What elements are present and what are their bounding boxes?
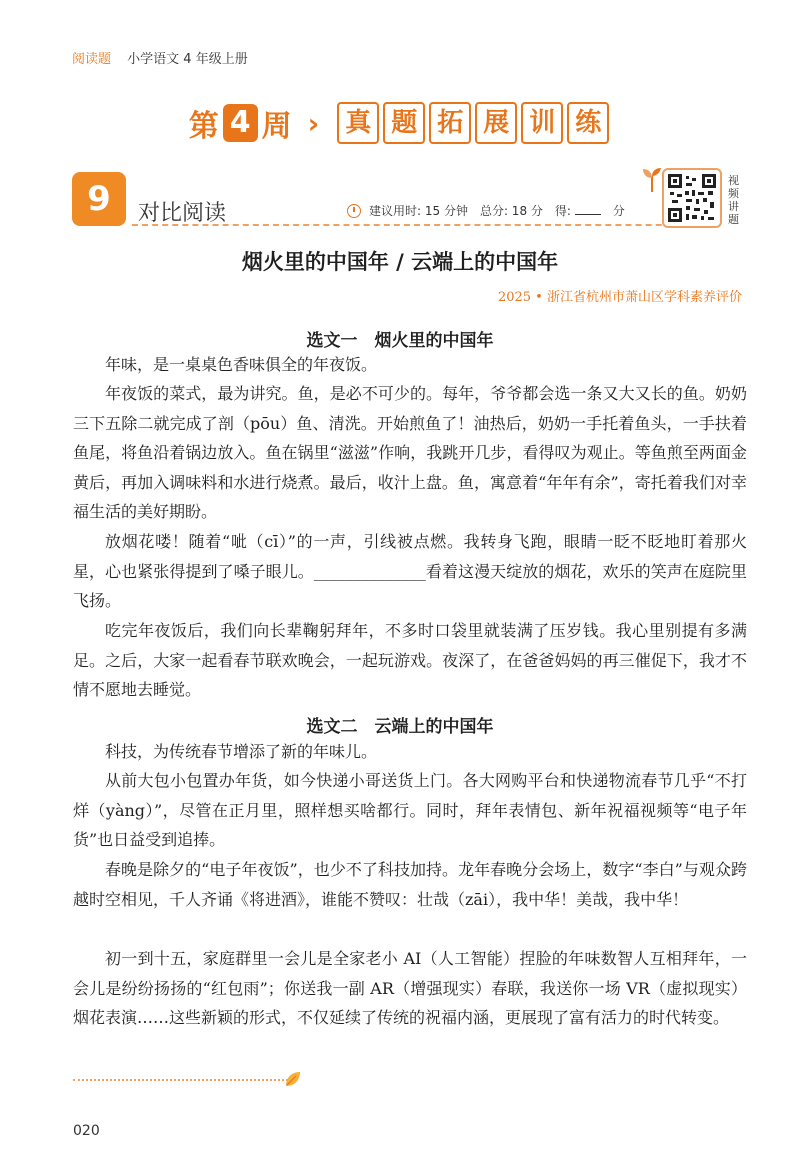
section-number: 9 — [72, 172, 126, 226]
video-label: 视频讲题 — [728, 174, 739, 226]
passage2-heading: 选文二 云端上的中国年 — [306, 717, 494, 737]
category-tag: 阅读题 — [72, 52, 112, 67]
score-unit: 分 — [612, 204, 625, 218]
chevron-right-icon: › — [307, 106, 320, 140]
week-banner — [0, 96, 800, 150]
section-bar — [72, 172, 722, 232]
article-title: 烟火里的中国年 / 云端上的中国年 — [241, 250, 559, 274]
banner-char: 拓 — [429, 102, 471, 144]
clock-icon — [347, 204, 361, 218]
leaf-icon — [284, 1070, 302, 1088]
banner-char: 训 — [521, 102, 563, 144]
sprout-icon — [640, 166, 664, 192]
passage1-paragraph: 放烟花喽！随着“呲（cī）”的一声，引线被点燃。我转身飞跑，眼睛一眨不眨地盯着那火星，心也紧张得提到了嗓子眼儿。______________看着这漫天绽放的烟花，欢乐的笑声在庭院里飞扬。 — [73, 532, 747, 610]
week-suffix: 周 — [261, 109, 292, 144]
banner-char: 练 — [567, 102, 609, 144]
qr-code-icon — [668, 174, 716, 222]
passage1-heading: 选文一 烟火里的中国年 — [306, 331, 494, 351]
section-divider — [132, 224, 702, 226]
banner-char: 真 — [337, 102, 379, 144]
week-number: 4 — [223, 104, 258, 142]
passage2-paragraph: 春晚是除夕的“电子年夜饭”，也少不了科技加持。龙年春晚分会场上，数字“李白”与观众跨越时空相见，千人齐诵《将进酒》，谁能不赞叹：壮哉（zāi），我中华！美哉，我中华！ — [73, 860, 747, 909]
footer-divider — [73, 1079, 288, 1081]
passage1-paragraph: 年味，是一桌桌色香味俱全的年夜饭。 — [105, 355, 378, 374]
total-score: 总分: 18 分 — [479, 204, 543, 218]
score-label: 得: — [554, 204, 575, 218]
score-blank[interactable] — [575, 214, 601, 215]
week-prefix: 第 — [188, 109, 219, 144]
suggested-time: 建议用时: 15 分钟 — [369, 204, 468, 218]
passage1-paragraph: 吃完年夜饭后，我们向长辈鞠躬拜年，不多时口袋里就装满了压岁钱。我心里别提有多满足。之后，大家一起看春节联欢晚会，一起玩游戏。夜深了，在爸爸妈妈的再三催促下，我才不情不愿地去睡觉。 — [73, 621, 747, 699]
banner-char: 展 — [475, 102, 517, 144]
section-meta — [347, 202, 637, 219]
page-header — [72, 48, 248, 67]
banner-char: 题 — [383, 102, 425, 144]
passage2-paragraph: 科技，为传统春节增添了新的年味儿。 — [105, 742, 378, 761]
source-note: 2025 • 浙江省杭州市萧山区学科素养评价 — [497, 290, 742, 305]
passage2-paragraph: 初一到十五，家庭群里一会儿是全家老小 AI（人工智能）捏脸的年味数智人互相拜年，一会儿是纷纷扬扬的“红包雨”；你送我一副 AR（增强现实）春联，我送你一场 VR（虚拟现实）烟花表演……这些新颖的形式，不仅延续了传统的祝福内涵，更展现了富有活力的时代转变。 — [73, 949, 747, 1027]
book-title: 小学语文 4 年级上册 — [127, 52, 248, 67]
passage2-paragraph: 从前大包小包置办年货，如今快递小哥送货上门。各大网购平台和快递物流春节几乎“不打烊（yàng）”，尽管在正月里，照样想买啥都行。同时，拜年表情包、新年祝福视频等“电子年货”也日益受到追捧。 — [73, 771, 747, 849]
section-title: 对比阅读 — [138, 201, 227, 226]
page-number: 020 — [73, 1123, 100, 1139]
qr-code[interactable] — [662, 168, 722, 228]
passage1-paragraph: 年夜饭的菜式，最为讲究。鱼，是必不可少的。每年，爷爷都会选一条又大又长的鱼。奶奶三下五除二就完成了剖（pōu）鱼、清洗。开始煎鱼了！油热后，奶奶一手托着鱼头，一手扶着鱼尾，将鱼沿着锅边放入。鱼在锅里“滋滋”作响，我跳开几步，看得叹为观止。等鱼煎至两面金黄后，再加入调味料和水进行烧煮。最后，收汁上盘。鱼，寓意着“年年有余”，寄托着我们对幸福生活的美好期盼。 — [73, 384, 747, 521]
